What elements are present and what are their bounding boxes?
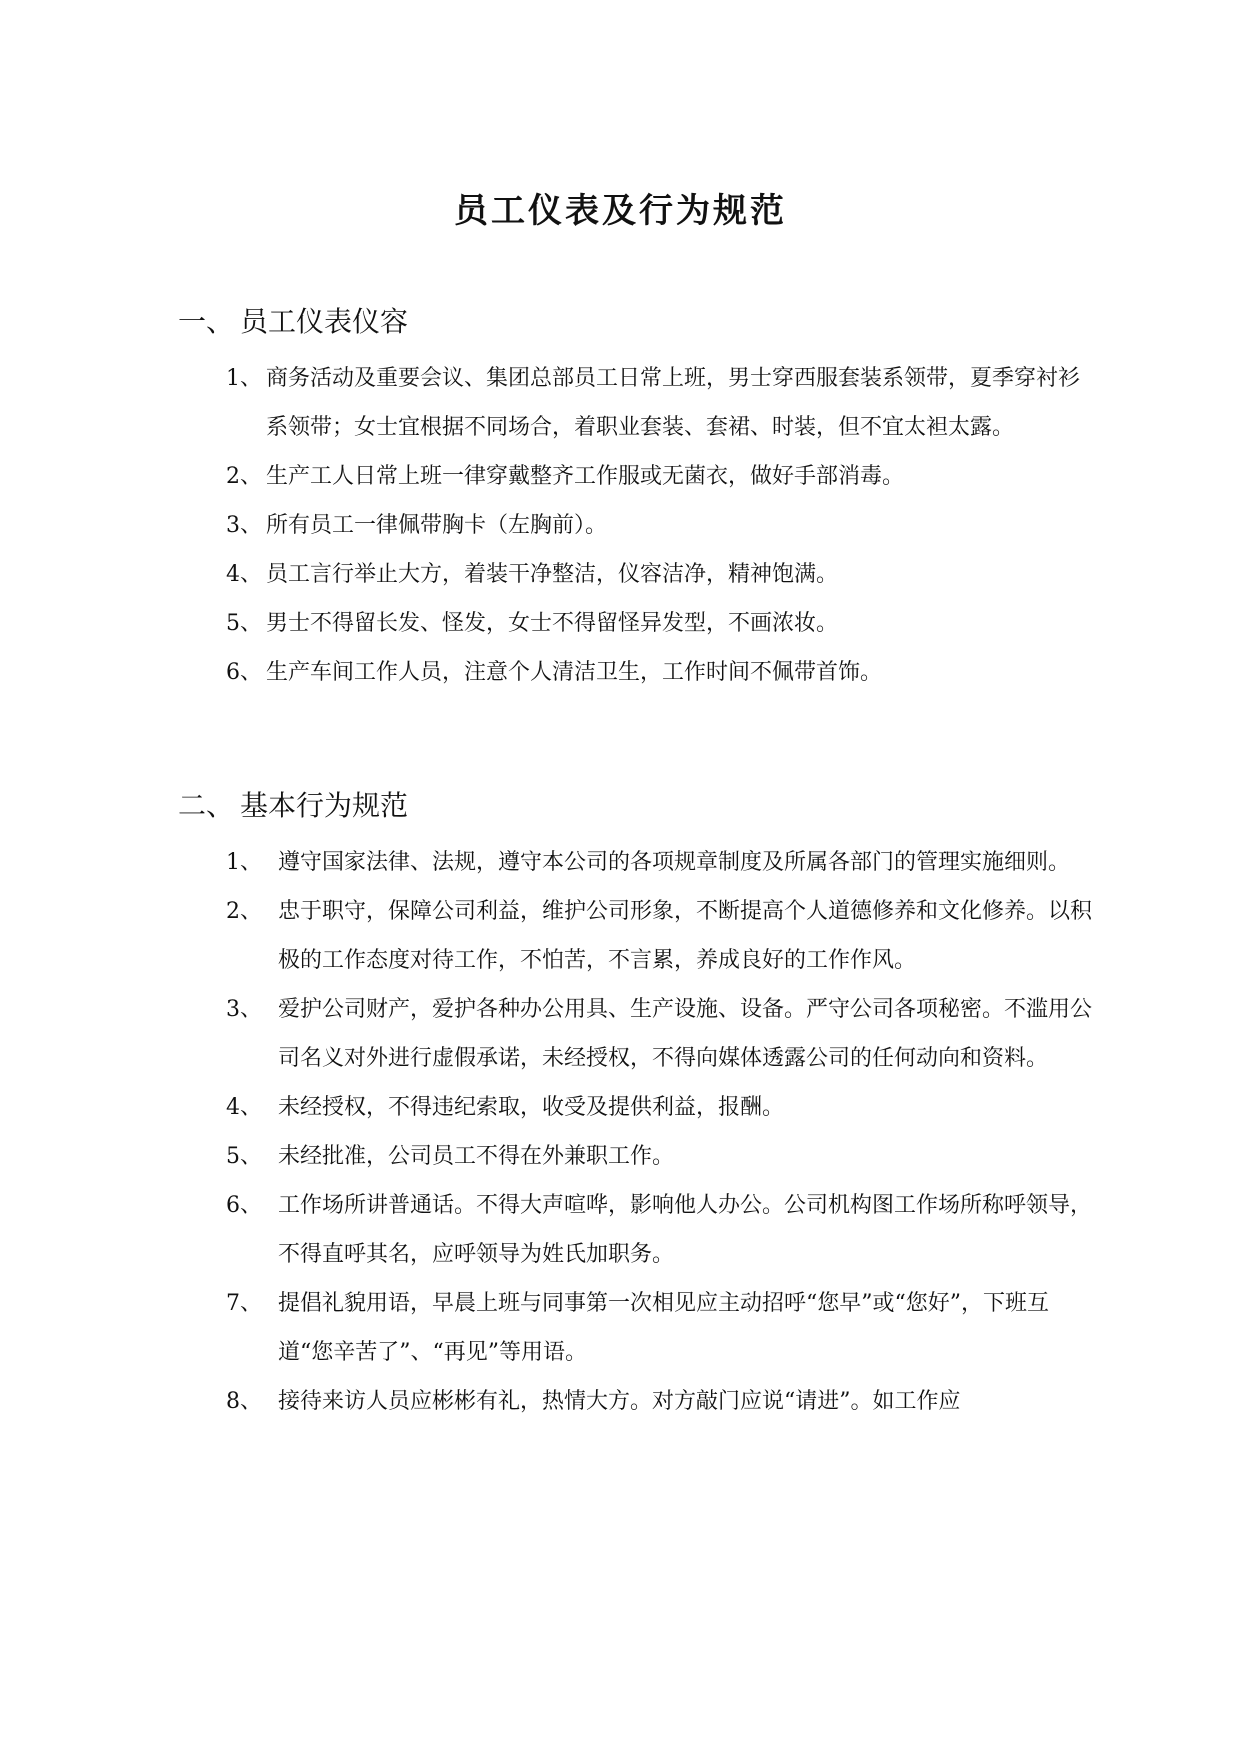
list-item <box>226 1181 1096 1279</box>
list-item <box>226 838 1096 887</box>
appearance-rules-list <box>226 354 1096 697</box>
item-number: 7、 <box>226 1291 262 1316</box>
section-title: 基本行为规范 <box>240 789 409 822</box>
item-text: 忠于职守，保障公司利益，维护公司形象，不断提高个人道德修养和文化修养。以积极的工作态度对待工作，不怕苦，不言累，养成良好的工作作风。 <box>278 899 1093 973</box>
list-item <box>226 1279 1096 1377</box>
list-item <box>226 1083 1096 1132</box>
item-text: 未经授权，不得违纪索取，收受及提供利益，报酬。 <box>278 1095 785 1120</box>
item-number: 4、 <box>226 562 262 587</box>
item-number: 2、 <box>226 464 262 489</box>
item-text: 员工言行举止大方，着装干净整洁，仪容洁净，精神饱满。 <box>266 562 839 587</box>
item-number: 3、 <box>226 513 262 538</box>
item-number: 8、 <box>226 1389 262 1414</box>
item-text: 生产车间工作人员，注意个人清洁卫生，工作时间不佩带首饰。 <box>266 660 883 685</box>
item-text: 生产工人日常上班一律穿戴整齐工作服或无菌衣，做好手部消毒。 <box>266 464 905 489</box>
item-text: 男士不得留长发、怪发，女士不得留怪异发型，不画浓妆。 <box>266 611 839 636</box>
section-number: 一、 <box>178 305 235 338</box>
item-number: 4、 <box>226 1095 262 1120</box>
item-text: 未经批准，公司员工不得在外兼职工作。 <box>278 1144 675 1169</box>
item-text: 所有员工一律佩带胸卡（左胸前）。 <box>266 513 608 538</box>
item-number: 2、 <box>226 899 262 924</box>
item-number: 3、 <box>226 997 262 1022</box>
document-title: 员工仪表及行为规范 <box>454 191 787 231</box>
item-text: 接待来访人员应彬彬有礼，热情大方。对方敲门应说“请进”。如工作应 <box>278 1389 961 1414</box>
list-item <box>226 501 1096 550</box>
item-number: 5、 <box>226 611 262 636</box>
behavior-rules-list <box>226 838 1096 1426</box>
item-text: 遵守国家法律、法规，遵守本公司的各项规章制度及所属各部门的管理实施细则。 <box>278 850 1071 875</box>
list-item <box>226 648 1096 697</box>
list-item <box>226 452 1096 501</box>
item-text: 商务活动及重要会议、集团总部员工日常上班，男士穿西服套装系领带，夏季穿衬衫系领带；女士宜根据不同场合，着职业套装、套裙、时装，但不宜太袒太露。 <box>266 366 1081 440</box>
list-item <box>226 985 1096 1083</box>
section-heading-behavior <box>178 788 408 824</box>
list-item <box>226 887 1096 985</box>
item-number: 6、 <box>226 660 262 685</box>
list-item <box>226 1377 1096 1426</box>
list-item <box>226 550 1096 599</box>
section-title: 员工仪表仪容 <box>240 305 409 338</box>
item-number: 6、 <box>226 1193 262 1218</box>
item-number: 5、 <box>226 1144 262 1169</box>
list-item <box>226 1132 1096 1181</box>
list-item <box>226 354 1096 452</box>
item-number: 1、 <box>226 366 262 391</box>
item-number: 1、 <box>226 850 262 875</box>
section-number: 二、 <box>178 789 235 822</box>
section-heading-appearance <box>178 304 408 340</box>
item-text: 提倡礼貌用语，早晨上班与同事第一次相见应主动招呼“您早”或“您好”，下班互道“您辛苦了”、“再见”等用语。 <box>278 1291 1049 1365</box>
item-text: 工作场所讲普通话。不得大声喧哗，影响他人办公。公司机构图工作场所称呼领导，不得直呼其名，应呼领导为姓氏加职务。 <box>278 1193 1093 1267</box>
item-text: 爱护公司财产，爱护各种办公用具、生产设施、设备。严守公司各项秘密。不滥用公司名义对外进行虚假承诺，未经授权，不得向媒体透露公司的任何动向和资料。 <box>278 997 1093 1071</box>
list-item <box>226 599 1096 648</box>
